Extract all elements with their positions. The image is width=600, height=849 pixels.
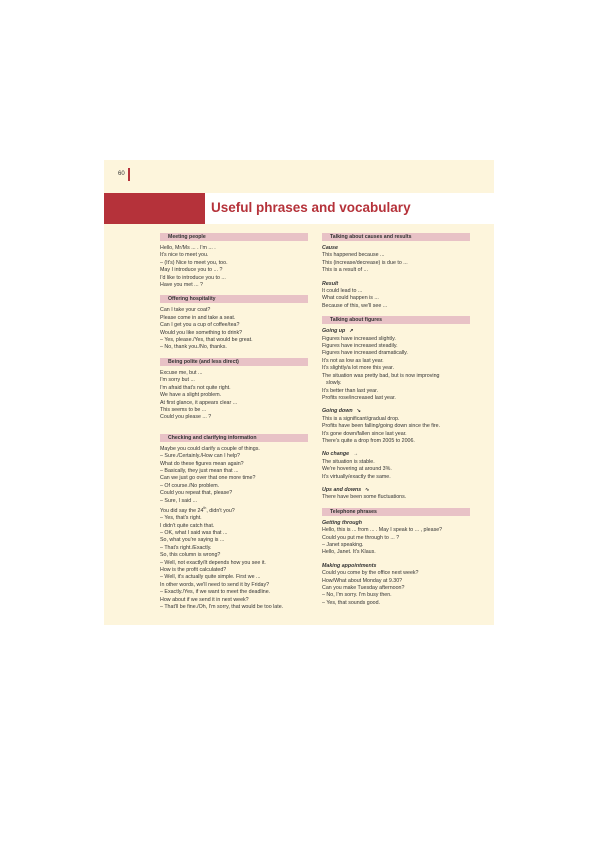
- phrase-line: Hello, this is ... from ... . May I speak to ... , please?: [322, 527, 443, 534]
- subheading-text: Going up: [322, 328, 346, 335]
- subheading-text: Ups and downs: [322, 486, 362, 493]
- section-header-meeting-people: Meeting people: [160, 233, 308, 241]
- phrase-line: What do these figures mean again?: [160, 460, 244, 467]
- section-gap: [160, 422, 308, 434]
- phrase-line: In other words, we'll need to send it by Friday?: [160, 581, 270, 588]
- page-number-bar: [128, 168, 130, 181]
- phrase-line: Because of this, we'll see ...: [322, 302, 388, 309]
- phrase-line: It's nice to meet you.: [160, 252, 209, 259]
- section-header-telephone-phrases: Telephone phrases: [322, 508, 470, 516]
- phrase-line: I'm afraid that's not quite right.: [160, 384, 231, 391]
- phrase-line: The situation is stable.: [322, 458, 375, 465]
- subheading-text: Going down: [322, 408, 353, 415]
- phrase-line: Please come in and take a seat.: [160, 314, 236, 321]
- phrase-line: It's better than last year.: [322, 387, 379, 394]
- subheading-text: Result: [322, 280, 339, 287]
- phrase-line: – Well, not exactly/It depends how you see it.: [160, 559, 266, 566]
- phrase-line: – No, thank you./No, thanks.: [160, 344, 227, 351]
- phrase-line: This (increase/decrease) is due to ...: [322, 259, 408, 266]
- phrase-line: Could you please ... ?: [160, 414, 212, 421]
- subheading-getting-through: [322, 520, 470, 527]
- phrase-line: – Exactly./Yes, if we want to meet the deadline.: [160, 589, 271, 596]
- right-column: [322, 233, 470, 607]
- phrase-line: Could you put me through to ... ?: [322, 534, 400, 541]
- phrase-line: We're hovering at around 3%.: [322, 466, 392, 473]
- phrase-line: Can you make Tuesday afternoon?: [322, 585, 405, 592]
- title-accent-block: [104, 193, 205, 224]
- phrase-line: There have been some fluctuations.: [322, 494, 407, 501]
- phrase-line: I'd like to introduce you to ...: [160, 274, 226, 281]
- phrase-line: Maybe you could clarify a couple of things.: [160, 445, 260, 452]
- phrase-line: How is the profit calculated?: [160, 566, 227, 573]
- phrase-line: How about if we send it in next week?: [160, 596, 249, 603]
- phrase-line: It's slightly/a lot more this year.: [322, 365, 394, 372]
- subheading-text: Making appointments: [322, 562, 377, 569]
- phrase-line: It could lead to ...: [322, 288, 363, 295]
- phrase-line: – (It's) Nice to meet you, too.: [160, 259, 228, 266]
- section-header-talking-about-figures: Talking about figures: [322, 316, 470, 324]
- phrase-line: This happened because ...: [322, 252, 385, 259]
- phrase-line: – Of course./No problem.: [160, 482, 220, 489]
- subheading-making-appointments: [322, 563, 470, 570]
- phrase-line: Can we just go over that one more time?: [160, 475, 256, 482]
- phrase-line: slowly.: [326, 380, 342, 387]
- phrase-line: – Sure./Certainly./How can I help?: [160, 453, 240, 460]
- phrase-line: – Yes, please./Yes, that would be great.: [160, 337, 253, 344]
- phrase-line: Would you like something to drink?: [160, 329, 243, 336]
- phrase-line: Figures have increased dramatically.: [322, 350, 408, 357]
- trend-arrow-icon: ∿: [365, 486, 370, 493]
- section-header-checking-and-clarifying-information: Checking and clarifying information: [160, 434, 308, 442]
- phrase-line: May I introduce you to ... ?: [160, 267, 223, 274]
- phrase-line: Could you repeat that, please?: [160, 490, 233, 497]
- phrase-line: – Well, it's actually quite simple. First we ...: [160, 574, 261, 581]
- subheading-going-up: [322, 328, 470, 335]
- phrase-line: – Sure, I said ...: [160, 497, 198, 504]
- phrase-line: At first glance, it appears clear ...: [160, 399, 238, 406]
- phrase-line: Can I get you a cup of coffee/tea?: [160, 322, 240, 329]
- section-header-offering-hospitality: Offering hospitality: [160, 295, 308, 303]
- phrase-line: Profits rose/increased last year.: [322, 394, 396, 401]
- page-title: Useful phrases and vocabulary: [211, 200, 411, 215]
- phrase-line: This is a result of ...: [322, 267, 368, 274]
- phrase-line: How/What about Monday at 9.30?: [322, 577, 403, 584]
- phrase-line: – That's right./Exactly.: [160, 544, 212, 551]
- phrase-line: – That'll be fine./Oh, I'm sorry, that would be too late.: [160, 604, 284, 611]
- subheading-result: [322, 281, 470, 288]
- subheading-text: No change: [322, 451, 350, 458]
- subheading-no-change: [322, 451, 470, 458]
- phrase-line: We have a slight problem.: [160, 392, 222, 399]
- trend-arrow-icon: ↗: [349, 328, 354, 335]
- phrase-line: I'm sorry but ...: [160, 377, 195, 384]
- phrase-line: Figures have increased slightly.: [322, 335, 396, 342]
- phrase-line: – Yes, that's right.: [160, 515, 202, 522]
- trend-arrow-icon: →: [353, 451, 359, 458]
- phrase-line: – No, I'm sorry. I'm busy then.: [322, 592, 392, 599]
- phrase-line: Have you met ... ?: [160, 282, 203, 289]
- phrase-line: Can I take your coat?: [160, 307, 211, 314]
- phrase-line: – Janet speaking.: [322, 542, 364, 548]
- phrase-line: Excuse me, but ...: [160, 369, 203, 376]
- section-header-talking-about-causes-and-results: Talking about causes and results: [322, 233, 470, 241]
- phrase-line: I didn't quite catch that.: [160, 522, 215, 529]
- section-header-being-polite-and-less-direct: Being polite (and less direct): [160, 358, 308, 366]
- phrase-line: Hello, Mr/Ms ... . I'm ... .: [160, 245, 216, 251]
- phrase-line: There's quite a drop from 2005 to 2006.: [322, 437, 415, 444]
- phrase-line: – OK, what I said was that ...: [160, 529, 228, 536]
- phrase-line: You did say the 24th, didn't you?: [160, 505, 235, 514]
- phrase-line: This seems to be ...: [160, 406, 207, 413]
- phrase-line: This is a significant/gradual drop.: [322, 415, 400, 422]
- phrase-line: Figures have increased steadily.: [322, 343, 398, 350]
- phrase-line: Hello, Janet. It's Klaus.: [322, 549, 376, 556]
- phrase-line: – Basically, they just mean that ...: [160, 467, 239, 474]
- subheading-text: Getting through: [322, 519, 363, 526]
- page-number: 60: [118, 171, 125, 177]
- phrase-line: It's virtually/exactly the same.: [322, 473, 391, 480]
- subheading-text: Cause: [322, 245, 338, 251]
- subheading-going-down: [322, 408, 470, 415]
- phrase-line: It's gone down/fallen since last year.: [322, 430, 407, 437]
- phrase-line: What could happen is ...: [322, 295, 379, 302]
- subheading-cause: [322, 245, 470, 252]
- phrase-line: So, this column is wrong?: [160, 552, 221, 559]
- phrase-line: – Yes, that sounds good.: [322, 599, 381, 606]
- phrase-line: Profits have been falling/going down since the fire.: [322, 423, 441, 430]
- phrase-line: So, what you're saying is ...: [160, 537, 225, 544]
- phrase-line: The situation was pretty bad, but is now improving: [322, 372, 440, 379]
- trend-arrow-icon: ↘: [356, 408, 361, 415]
- phrase-line: Could you come by the office next week?: [322, 570, 419, 577]
- subheading-ups-and-downs: [322, 487, 470, 494]
- left-column: [160, 233, 308, 611]
- phrase-line: It's not as low as last year.: [322, 357, 384, 364]
